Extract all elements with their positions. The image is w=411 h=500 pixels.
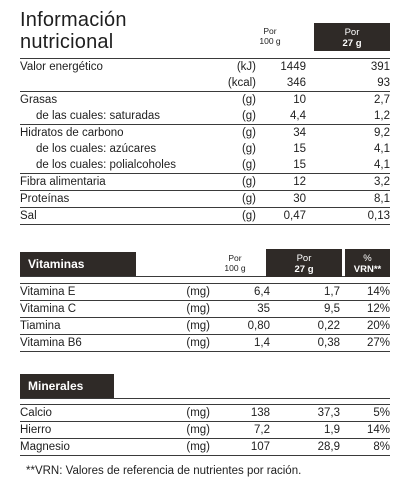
- header-per-27g: Por 27 g: [314, 23, 390, 51]
- row-value-100g: 34: [256, 125, 306, 142]
- minerals-section-label: Minerales: [20, 374, 114, 398]
- page-title: [20, 9, 127, 53]
- table-row: [20, 422, 390, 439]
- row-value-27g: 28,9: [270, 439, 340, 456]
- row-unit: (g): [241, 110, 256, 122]
- row-label: Tiamina: [20, 318, 154, 335]
- row-label: Calcio: [20, 405, 154, 422]
- row-label: Fibra alimentaria: [20, 174, 200, 191]
- table-row: [20, 59, 390, 76]
- table-row: [20, 191, 390, 208]
- nutrition-table: [20, 58, 390, 225]
- row-value-27g: 0,22: [270, 318, 340, 335]
- row-unit: (kJ): [200, 59, 256, 76]
- table-row: [20, 174, 390, 191]
- row-value-vrn: 14%: [340, 422, 390, 439]
- row-value-100g: 15: [293, 159, 306, 171]
- row-label: Vitamina C: [20, 301, 154, 318]
- row-label: Hierro: [20, 422, 154, 439]
- table-row: [20, 301, 390, 318]
- title-line-2: nutricional: [20, 31, 114, 53]
- row-value-100g: 107: [210, 439, 270, 456]
- table-row: [20, 284, 390, 301]
- table-row: [20, 75, 390, 92]
- row-value-vrn: 14%: [340, 284, 390, 301]
- row-value-27g: 4,1: [374, 143, 390, 155]
- row-label: de los cuales: azúcares: [36, 143, 157, 155]
- row-unit: (g): [241, 159, 256, 171]
- row-value-27g: 1,9: [270, 422, 340, 439]
- row-unit: (g): [200, 191, 256, 208]
- row-value-vrn: 20%: [340, 318, 390, 335]
- row-label: Sal: [20, 208, 200, 225]
- row-value-27g: 0,38: [270, 335, 340, 352]
- table-row: [20, 318, 390, 335]
- table-row: [20, 92, 390, 109]
- row-value-vrn: 27%: [340, 335, 390, 352]
- vitamins-header-per-100g: Por 100 g: [224, 253, 246, 273]
- row-unit: (mg): [154, 422, 210, 439]
- vitamins-section-label: Vitaminas: [20, 252, 136, 276]
- row-label: [20, 75, 200, 92]
- minerals-header-bar: [20, 374, 390, 399]
- row-value-100g: 30: [256, 191, 306, 208]
- row-label: Valor energético: [20, 59, 200, 76]
- row-unit: (mg): [154, 318, 210, 335]
- row-unit: (mg): [154, 335, 210, 352]
- row-value-100g: 4,4: [290, 110, 306, 122]
- table-row: [20, 108, 390, 125]
- row-value-100g: 0,47: [256, 208, 306, 225]
- row-value-27g: 391: [306, 59, 390, 76]
- table-row: [20, 208, 390, 225]
- row-value-27g: 2,7: [306, 92, 390, 109]
- row-unit: (g): [200, 125, 256, 142]
- row-label: Proteínas: [20, 191, 200, 208]
- row-unit: (kcal): [227, 77, 256, 89]
- row-unit: (mg): [154, 301, 210, 318]
- row-value-100g: 1,4: [210, 335, 270, 352]
- table-row: [20, 157, 390, 174]
- row-value-27g: 4,1: [374, 159, 390, 171]
- table-row: [20, 335, 390, 352]
- row-value-27g: 37,3: [270, 405, 340, 422]
- row-value-100g: 6,4: [210, 284, 270, 301]
- row-value-vrn: 5%: [340, 405, 390, 422]
- row-label: Vitamina E: [20, 284, 154, 301]
- row-value-100g: 12: [256, 174, 306, 191]
- row-value-27g: 1,7: [270, 284, 340, 301]
- row-label: de las cuales: saturadas: [36, 110, 161, 122]
- row-value-27g: 0,13: [306, 208, 390, 225]
- row-value-27g: 93: [377, 77, 390, 89]
- row-value-100g: 35: [210, 301, 270, 318]
- row-unit: (mg): [154, 405, 210, 422]
- row-value-100g: 15: [293, 143, 306, 155]
- row-value-vrn: 8%: [340, 439, 390, 456]
- table-row: [20, 141, 390, 157]
- row-label: Vitamina B6: [20, 335, 154, 352]
- row-label: Grasas: [20, 92, 200, 109]
- table-row: [20, 405, 390, 422]
- header-per-100g: Por 100 g: [259, 26, 281, 46]
- title-line-1: Información: [20, 9, 127, 31]
- row-unit: (g): [200, 92, 256, 109]
- row-value-100g: 346: [286, 77, 306, 89]
- row-value-27g: 3,2: [306, 174, 390, 191]
- row-unit: (g): [200, 208, 256, 225]
- row-value-vrn: 12%: [340, 301, 390, 318]
- vitamins-header-vrn: % VRN**: [345, 249, 390, 277]
- row-unit: (g): [241, 143, 256, 155]
- row-label: Magnesio: [20, 439, 154, 456]
- row-value-27g: 9,2: [306, 125, 390, 142]
- row-value-100g: 1449: [256, 59, 306, 76]
- table-row: [20, 439, 390, 456]
- row-value-100g: 10: [256, 92, 306, 109]
- row-value-100g: 7,2: [210, 422, 270, 439]
- row-unit: (mg): [154, 284, 210, 301]
- row-value-27g: 8,1: [306, 191, 390, 208]
- row-value-100g: 138: [210, 405, 270, 422]
- vitamins-table: [20, 283, 390, 352]
- vitamins-header-per-27g: Por 27 g: [266, 249, 342, 277]
- row-label: de los cuales: polialcoholes: [36, 159, 177, 171]
- minerals-table: [20, 404, 390, 456]
- row-value-27g: 9,5: [270, 301, 340, 318]
- row-value-27g: 1,2: [374, 110, 390, 122]
- row-unit: (mg): [154, 439, 210, 456]
- table-row: [20, 125, 390, 142]
- row-unit: (g): [200, 174, 256, 191]
- row-label: Hidratos de carbono: [20, 125, 200, 142]
- row-value-100g: 0,80: [210, 318, 270, 335]
- footnote: **VRN: Valores de referencia de nutrientes por ración.: [26, 465, 302, 477]
